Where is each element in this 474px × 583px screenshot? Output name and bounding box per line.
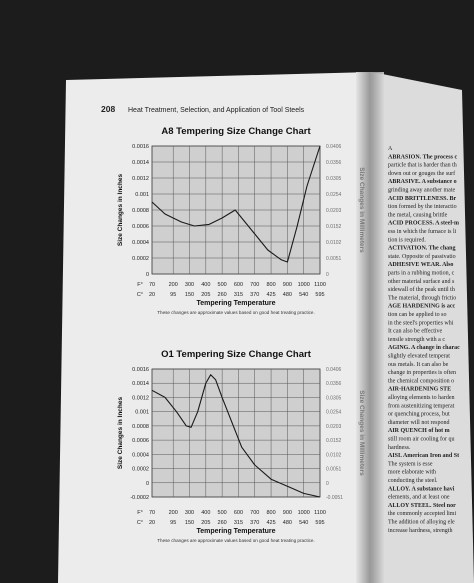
- facing-line: or quenching process, but: [388, 411, 450, 418]
- facing-line: in the steel's properties whi: [388, 320, 454, 327]
- x-tick-label: 425: [266, 520, 276, 526]
- x-tick-label: 800: [266, 510, 276, 516]
- facing-line: AIR-HARDENING STE: [388, 386, 452, 393]
- y-axis-label: Size Changes in Inches: [117, 396, 124, 470]
- facing-line: change in properties is often: [388, 370, 456, 377]
- facing-line: down out or gouges the surf: [388, 170, 456, 177]
- facing-line: increase hardness, strength: [388, 527, 453, 534]
- x-tick-label: 20: [148, 520, 156, 526]
- facing-line: The system is esse: [388, 461, 433, 468]
- right-tick-label: 0.0305: [326, 395, 342, 402]
- x-tick-label: 205: [201, 520, 211, 526]
- right-tick-label: 0.0406: [326, 367, 342, 373]
- facing-line: state. Opposite of passivatio: [388, 253, 456, 260]
- right-tick-label: -0.0051: [326, 495, 343, 501]
- x-tick-label: 400: [201, 282, 211, 288]
- x-unit-label: F°: [137, 510, 143, 516]
- y-tick-label: 0.0002: [132, 256, 149, 262]
- running-head: Heat Treatment, Selection, and Application of Tool Steels: [128, 107, 305, 114]
- x-tick-label: 300: [184, 282, 195, 288]
- x-tick-label: 150: [184, 292, 195, 298]
- facing-line: elements, and at least one: [388, 494, 450, 501]
- facing-line: The addition of alloying ele: [388, 519, 455, 526]
- page-number: 208: [101, 104, 116, 114]
- facing-line: ALLOY STEEL. Steel nor: [388, 502, 456, 509]
- x-tick-label: 300: [184, 510, 195, 516]
- facing-line: from austenitizing temperat: [388, 403, 455, 410]
- facing-line: slightly elevated temperat: [388, 353, 450, 360]
- x-tick-label: 595: [315, 292, 325, 298]
- x-tick-label: 480: [282, 292, 292, 298]
- facing-line: tion is required.: [388, 237, 426, 244]
- x-tick-label: 260: [217, 292, 227, 298]
- x-tick-label: 595: [315, 520, 325, 526]
- right-tick-label: 0.0203: [326, 208, 342, 214]
- facing-line: the chemical composition o: [388, 378, 455, 385]
- x-tick-label: 1000: [297, 282, 310, 288]
- right-tick-label: 0.0102: [326, 452, 342, 459]
- facing-line: AISI. American Iron and St: [388, 453, 460, 460]
- facing-line: particle that is harder than th: [388, 162, 457, 169]
- x-tick-label: 800: [266, 282, 276, 288]
- y-tick-label: 0.0012: [132, 176, 149, 182]
- gutter-shadow: [356, 72, 384, 583]
- x-unit-label: C°: [136, 520, 144, 526]
- chart-title: O1 Tempering Size Change Chart: [161, 349, 311, 360]
- facing-line: AGING. A change in charac: [388, 345, 460, 352]
- x-tick-label: 70: [148, 282, 156, 288]
- facing-line: the metal, causing brittle: [388, 212, 448, 219]
- x-tick-label: 200: [168, 510, 178, 516]
- facing-line: the commonly accepted limi: [388, 511, 457, 518]
- x-tick-label: 315: [233, 520, 244, 526]
- y-tick-label: 0: [145, 272, 149, 278]
- facing-line: grinding away another mate: [388, 187, 456, 194]
- facing-line: ACID PROCESS. A steel-m: [388, 220, 460, 227]
- facing-line: ABRASION. The process c: [388, 154, 458, 161]
- facing-line: more elaborate with: [388, 469, 436, 476]
- y-tick-label: 0.0008: [132, 208, 149, 214]
- facing-line: alloying elements to harden: [388, 395, 455, 401]
- x-tick-label: 1000: [297, 510, 310, 516]
- right-tick-label: 0.0102: [326, 240, 342, 246]
- facing-line: It can also be effective: [388, 328, 443, 335]
- y-tick-label: 0.0002: [132, 466, 149, 473]
- x-tick-label: 315: [233, 292, 244, 298]
- y-tick-label: 0.001: [135, 409, 149, 416]
- facing-line: The material, through frictio: [388, 295, 457, 302]
- right-tick-label: 0.0305: [326, 176, 342, 182]
- x-axis-label: Tempering Temperature: [196, 300, 276, 307]
- x-tick-label: 540: [299, 292, 309, 298]
- right-tick-label: 0.0051: [326, 466, 342, 473]
- chart-note: These changes are approximate values based on good heat treating practice.: [157, 310, 315, 315]
- x-tick-label: 95: [170, 520, 177, 526]
- x-unit-label: C°: [136, 292, 144, 298]
- y-tick-label: -0.0002: [130, 495, 149, 501]
- facing-line: ADHESIVE WEAR. Also: [388, 262, 454, 269]
- y-tick-label: 0.0014: [132, 160, 149, 166]
- x-tick-label: 500: [217, 510, 227, 516]
- x-tick-label: 540: [299, 520, 309, 526]
- facing-line: hardness.: [388, 444, 411, 451]
- y-tick-label: 0.0004: [132, 452, 149, 459]
- right-tick-label: 0.0051: [326, 256, 342, 262]
- x-tick-label: 425: [266, 292, 276, 298]
- x-tick-label: 70: [148, 510, 156, 516]
- x-tick-label: 900: [282, 510, 292, 516]
- x-tick-label: 900: [282, 282, 292, 288]
- right-tick-label: 0.0356: [326, 381, 342, 388]
- x-unit-label: F°: [137, 282, 143, 288]
- x-tick-label: 1100: [314, 510, 326, 516]
- x-tick-label: 150: [184, 520, 195, 526]
- y-tick-label: 0.0004: [132, 240, 149, 246]
- x-tick-label: 260: [217, 520, 227, 526]
- y-tick-label: 0.0006: [132, 438, 149, 445]
- y-tick-label: 0.001: [135, 192, 149, 198]
- facing-line: sidewall of the peak until th: [388, 287, 455, 294]
- facing-line: tion can be applied to so: [388, 312, 447, 318]
- facing-line: ACID BRITTLENESS. Br: [388, 195, 457, 202]
- x-tick-label: 700: [250, 282, 260, 288]
- x-tick-label: 370: [250, 520, 260, 526]
- y-tick-label: 0.0006: [132, 224, 149, 230]
- y-axis-label-right: Size Changes in Millimeters: [358, 167, 365, 253]
- facing-line: tion formed by the interactio: [388, 204, 457, 211]
- chart-note: These changes are approximate values based on good heat treating practice.: [157, 538, 315, 543]
- x-tick-label: 95: [170, 292, 177, 298]
- x-tick-label: 200: [168, 282, 178, 288]
- x-tick-label: 370: [250, 292, 260, 298]
- right-tick-label: 0.0152: [326, 224, 342, 230]
- right-tick-label: 0.0406: [326, 144, 342, 150]
- facing-line: AIR QUENCH of hot m: [388, 428, 450, 435]
- y-tick-label: 0: [145, 480, 149, 487]
- y-tick-label: 0.0016: [132, 367, 149, 373]
- facing-line: A: [388, 146, 393, 152]
- y-axis-label-right: Size Changes in Millimeters: [358, 390, 365, 476]
- facing-line: diameter will not respond: [388, 419, 450, 426]
- chart-title: A8 Tempering Size Change Chart: [161, 126, 311, 137]
- right-tick-label: 0: [326, 272, 329, 278]
- x-tick-label: 400: [201, 510, 211, 516]
- x-tick-label: 205: [201, 292, 211, 298]
- y-tick-label: 0.0014: [132, 381, 149, 388]
- facing-line: still room air cooling for qu: [388, 436, 455, 443]
- right-tick-label: 0: [326, 480, 329, 487]
- facing-line: ALLOY. A substance havi: [388, 486, 455, 493]
- x-tick-label: 480: [282, 520, 292, 526]
- right-tick-label: 0.0254: [326, 409, 342, 416]
- facing-line: AGE HARDENING is acc: [388, 303, 456, 310]
- right-tick-label: 0.0254: [326, 192, 342, 198]
- x-tick-label: 500: [217, 282, 227, 288]
- y-tick-label: 0.0012: [132, 395, 149, 402]
- facing-line: ess in which the furnace is li: [388, 229, 457, 235]
- y-tick-label: 0.0016: [132, 144, 149, 150]
- x-tick-label: 600: [233, 282, 244, 288]
- x-tick-label: 600: [233, 510, 244, 516]
- x-tick-label: 1100: [314, 282, 326, 288]
- facing-line: conducting the steel.: [388, 478, 438, 484]
- y-axis-label: Size Changes in Inches: [117, 173, 124, 247]
- x-tick-label: 700: [250, 510, 260, 516]
- facing-line: ous metals. It can also be: [388, 361, 449, 368]
- facing-line: ABRASIVE. A substance o: [388, 179, 457, 186]
- y-tick-label: 0.0008: [132, 423, 149, 430]
- facing-line: other material surface and s: [388, 278, 455, 285]
- right-tick-label: 0.0356: [326, 160, 342, 166]
- facing-line: parts in a rubbing motion, c: [388, 270, 455, 277]
- x-axis-label: Tempering Temperature: [196, 528, 276, 535]
- right-tick-label: 0.0152: [326, 438, 342, 445]
- right-tick-label: 0.0203: [326, 423, 342, 430]
- facing-line: ACTIVATION. The chang: [388, 245, 456, 252]
- facing-line: tensile strength with a c: [388, 336, 445, 343]
- x-tick-label: 20: [148, 292, 156, 298]
